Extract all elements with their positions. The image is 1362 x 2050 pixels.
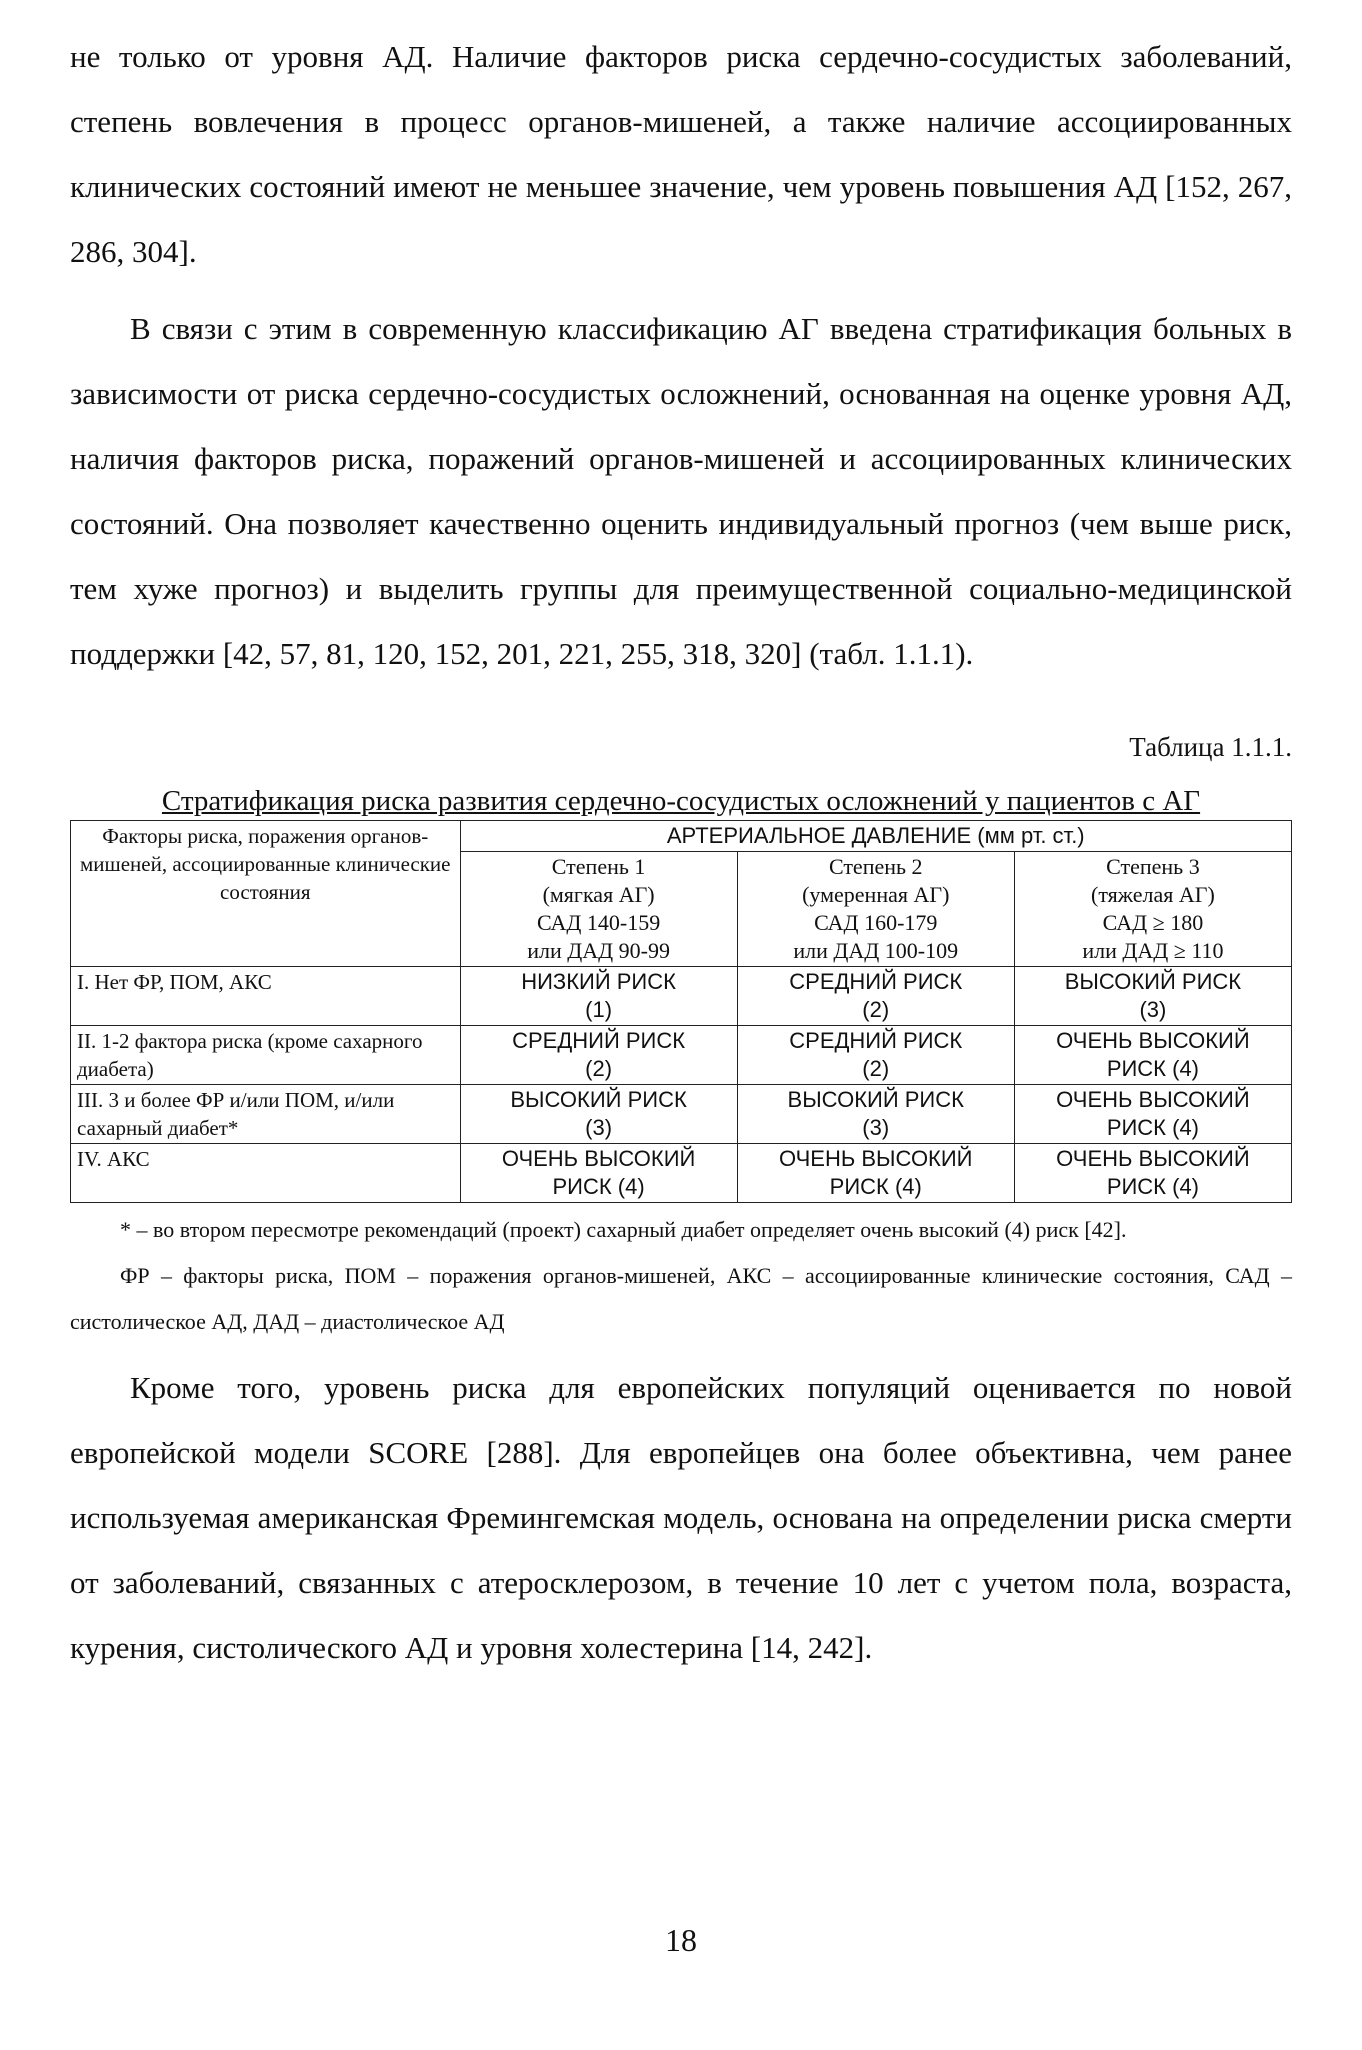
stage-3-cell xyxy=(1014,852,1291,967)
stage-dbp: или ДАД 90-99 xyxy=(527,938,670,963)
row-label: I. Нет ФР, ПОМ, АКС xyxy=(71,967,461,1026)
row-label: III. 3 и более ФР и/или ПОМ, и/или сахарный диабет* xyxy=(71,1085,461,1144)
row-label: II. 1-2 фактора риска (кроме сахарного диабета) xyxy=(71,1026,461,1085)
risk-code: (2) xyxy=(585,1056,613,1081)
risk-code: (2) xyxy=(862,997,890,1022)
stage-2-cell xyxy=(737,852,1014,967)
paragraph-intro: не только от уровня АД. Наличие факторов риска сердечно-сосудистых заболеваний, степень вовлечения в процесс органов-мишеней, а также наличие ассоциированных клинических состояний имеют не меньшее значение, чем уровень повышения АД [152, 267, 286, 304]. xyxy=(70,39,1292,269)
table-row xyxy=(71,1144,1292,1203)
table-title: Стратификация риска развития сердечно-сосудистых осложнений у пациентов с АГ xyxy=(161,785,1201,817)
risk-code: РИСК (4) xyxy=(1106,1174,1200,1199)
stage-description: (умеренная АГ) xyxy=(802,882,950,907)
stage-dbp: или ДАД ≥ 110 xyxy=(1082,938,1224,963)
stage-sbp: САД 160-179 xyxy=(814,910,938,935)
risk-level: НИЗКИЙ РИСК xyxy=(521,969,676,994)
risk-level: ОЧЕНЬ ВЫСОКИЙ xyxy=(1056,1146,1250,1171)
risk-level: ВЫСОКИЙ РИСК xyxy=(510,1087,687,1112)
risk-cell xyxy=(460,1144,737,1203)
risk-level: ОЧЕНЬ ВЫСОКИЙ xyxy=(1056,1028,1250,1053)
stage-label: Степень 1 xyxy=(551,854,646,879)
stage-sbp: САД 140-159 xyxy=(536,910,661,935)
risk-code: (3) xyxy=(1139,997,1167,1022)
risk-cell xyxy=(1014,1085,1291,1144)
risk-level: СРЕДНИЙ РИСК xyxy=(512,1028,686,1053)
risk-code: РИСК (4) xyxy=(1106,1056,1200,1081)
table-row xyxy=(71,1085,1292,1144)
risk-cell xyxy=(1014,1144,1291,1203)
risk-code: (3) xyxy=(862,1115,890,1140)
risk-code: (3) xyxy=(585,1115,613,1140)
risk-level: ВЫСОКИЙ РИСК xyxy=(787,1087,964,1112)
stage-1-cell xyxy=(460,852,737,967)
stage-dbp: или ДАД 100-109 xyxy=(793,938,959,963)
page-number: 18 xyxy=(665,1922,697,1958)
risk-cell xyxy=(737,1085,1014,1144)
table-row xyxy=(71,967,1292,1026)
risk-level: ВЫСОКИЙ РИСК xyxy=(1064,969,1242,994)
table-notes xyxy=(70,1207,1292,1345)
risk-cell xyxy=(737,1144,1014,1203)
risk-level: ОЧЕНЬ ВЫСОКИЙ xyxy=(778,1146,973,1171)
risk-level: СРЕДНИЙ РИСК xyxy=(789,969,963,994)
row-label: IV. АКС xyxy=(71,1144,461,1203)
risk-code: РИСК (4) xyxy=(552,1174,645,1199)
paragraph-score: Кроме того, уровень риска для европейских популяций оценивается по новой европейской модели SCORE [288]. Для европейцев она более объективна, чем ранее используемая американская Фремингемская модель, основана на определении риска смерти от заболеваний, связанных с атеросклерозом, в течение 10 лет с учетом пола, возраста, курения, систолического АД и уровня холестерина [14, 242]. xyxy=(70,1370,1292,1665)
risk-cell xyxy=(737,967,1014,1026)
document-page xyxy=(70,24,1292,1680)
footnote-diabetes: * – во втором пересмотре рекомендаций (проект) сахарный диабет определяет очень высокий (4) риск [42]. xyxy=(120,1217,1127,1242)
table-row xyxy=(71,1026,1292,1085)
table-header-row xyxy=(71,821,1292,852)
risk-cell xyxy=(460,1026,737,1085)
risk-cell xyxy=(460,1085,737,1144)
risk-code: РИСК (4) xyxy=(1106,1115,1200,1140)
header-blood-pressure: АРТЕРИАЛЬНОЕ ДАВЛЕНИЕ (мм рт. ст.) xyxy=(460,821,1291,852)
risk-cell xyxy=(1014,967,1291,1026)
risk-level: СРЕДНИЙ РИСК xyxy=(789,1028,963,1053)
footnote-abbreviations: ФР – факторы риска, ПОМ – поражения органов-мишеней, АКС – ассоциированные клинические состояния, САД – систолическое АД, ДАД – диастолическое АД xyxy=(70,1263,1292,1334)
risk-level: ОЧЕНЬ ВЫСОКИЙ xyxy=(1056,1087,1250,1112)
table-number: Таблица 1.1.1. xyxy=(1129,732,1292,762)
risk-code: (2) xyxy=(862,1056,890,1081)
header-risk-factors: Факторы риска, поражения органов-мишеней, ассоциированные клинические состояния xyxy=(71,821,461,967)
risk-code: РИСК (4) xyxy=(829,1174,922,1199)
stage-label: Степень 2 xyxy=(828,854,923,879)
risk-cell xyxy=(737,1026,1014,1085)
risk-level: ОЧЕНЬ ВЫСОКИЙ xyxy=(501,1146,696,1171)
risk-table xyxy=(70,820,1292,1203)
stage-description: (тяжелая АГ) xyxy=(1091,882,1215,907)
stage-sbp: САД ≥ 180 xyxy=(1102,910,1204,935)
risk-cell xyxy=(1014,1026,1291,1085)
risk-cell xyxy=(460,967,737,1026)
stage-description: (мягкая АГ) xyxy=(542,882,655,907)
paragraph-stratification: В связи с этим в современную классификацию АГ введена стратификация больных в зависимости от риска сердечно-сосудистых осложнений, основанная на оценке уровня АД, наличия факторов риска, поражений органов-мишеней и ассоциированных клинических состояний. Она позволяет качественно оценить индивидуальный прогноз (чем выше риск, тем хуже прогноз) и выделить группы для преимущественной социально-медицинской поддержки [42, 57, 81, 120, 152, 201, 221, 255, 318, 320] (табл. 1.1.1). xyxy=(70,311,1292,671)
risk-code: (1) xyxy=(585,997,613,1022)
stage-label: Степень 3 xyxy=(1106,854,1200,879)
